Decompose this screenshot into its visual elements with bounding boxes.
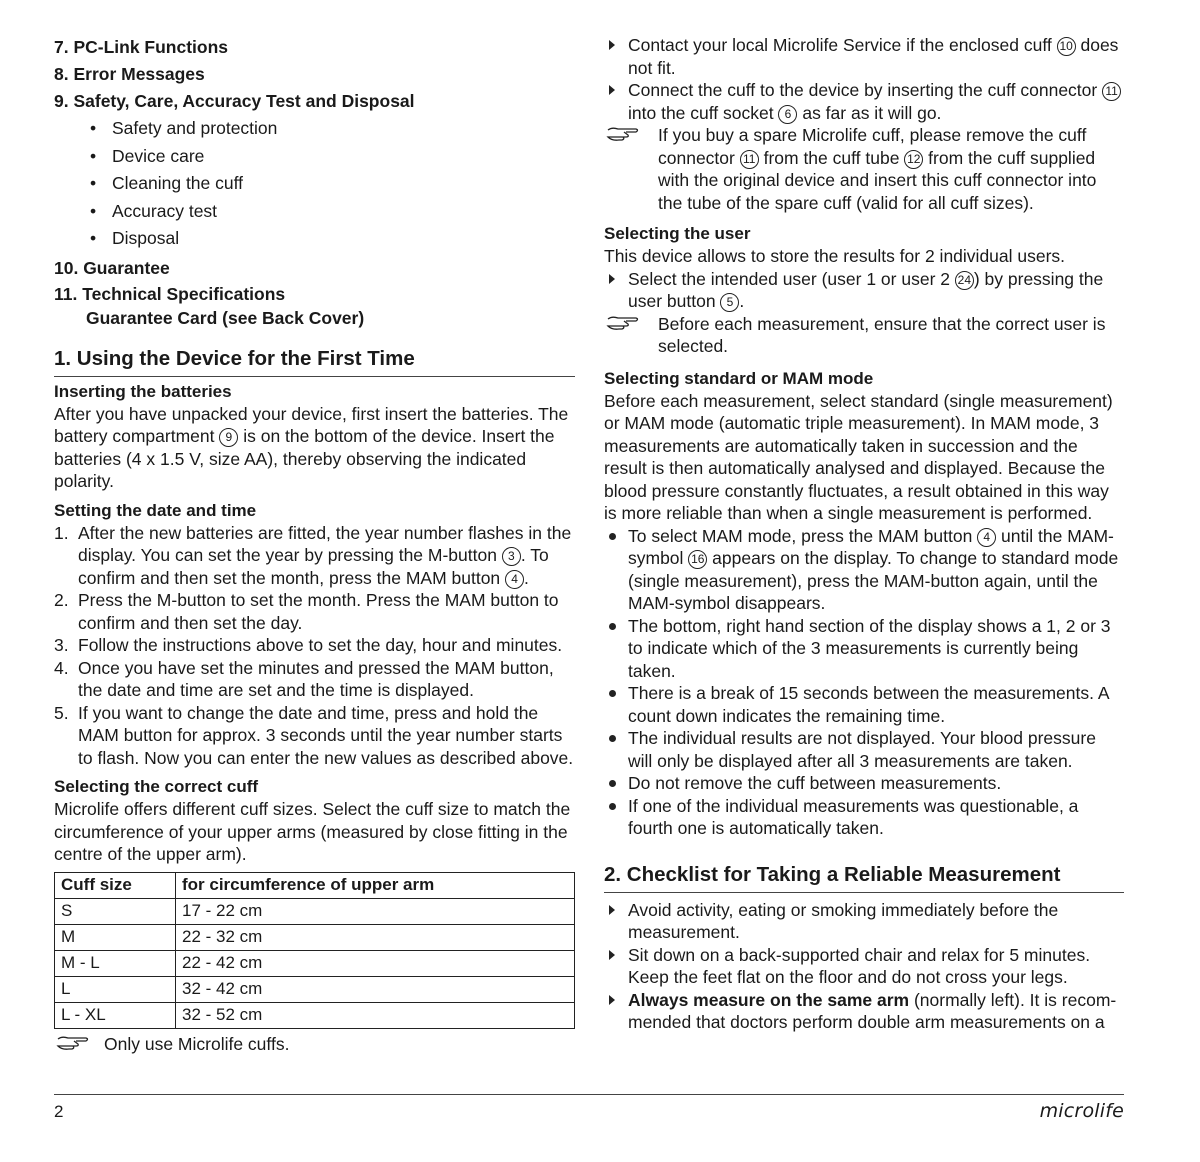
bullet-item: The individual results are not displayed. Your blood pressure will only be displayed after all 3 measurements are taken.: [604, 727, 1124, 772]
checklist: [604, 899, 1124, 1034]
column-header: for circumference of upper arm: [176, 872, 575, 898]
callout-6: 6: [778, 105, 797, 124]
pointing-hand-icon: [606, 124, 646, 144]
step-item: 1. After the new batteries are fitted, the year number flashes in the display. You can set the year by pressing the M-button 3 . To confirm and then set the month, press the MAM button 4 .: [54, 522, 572, 588]
callout-16: 16: [688, 550, 707, 569]
toc-item: 8. Error Messages: [54, 64, 205, 84]
cuff-heading: Selecting the correct cuff: [54, 777, 259, 796]
cuff-note: Only use Microlife cuffs.: [54, 1033, 575, 1056]
callout-11: 11: [1102, 82, 1121, 101]
bullet-item: There is a break of 15 seconds between the measurements. A count down indicates the remaining time.: [604, 682, 1124, 727]
table-row: [55, 950, 575, 976]
table-cell: M: [55, 924, 176, 950]
table-cell: 22 - 42 cm: [176, 950, 575, 976]
mam-text: Before each measurement, select standard (single measurement) or MAM mode (automatic triple measurement). In MAM mode, 3 measurements are automatically taken in succession and the result is then automatically analysed and displayed. Because the blood pressure constantly fluctuates, a result obtained in this way is more reliable than when a single measurement is performed.: [604, 390, 1113, 523]
toc-item: [54, 88, 575, 253]
table-row: [55, 924, 575, 950]
table-of-contents: [54, 34, 575, 330]
table-cell: 17 - 22 cm: [176, 898, 575, 924]
toc-item: 7. PC-Link Functions: [54, 37, 229, 57]
callout-10: 10: [1057, 37, 1076, 56]
user-note: Before each measurement, ensure that the correct user is selected.: [604, 313, 1124, 358]
spare-cuff-note: If you buy a spare Microlife cuff, please remove the cuff connector 11 from the cuff tube 12 from the cuff supplied with the original device and insert this cuff connector into the tube of the spare cuff (valid for all cuff sizes).: [604, 124, 1124, 214]
pointing-hand-icon: [56, 1033, 96, 1053]
step-item: 2. Press the M-button to set the month. Press the MAM button to confirm and then set the day.: [54, 590, 559, 633]
cuff-size-table: [54, 872, 575, 1029]
user-heading: Selecting the user: [604, 224, 751, 243]
step-item: 5. If you want to change the date and time, press and hold the MAM button for approx. 3 seconds until the year number starts to flash. Now you can enter the new values as described above.: [54, 702, 574, 768]
table-cell: 22 - 32 cm: [176, 924, 575, 950]
user-arrow-list: [604, 268, 1124, 313]
brand-logo: microlife: [1039, 1100, 1124, 1122]
table-cell: S: [55, 898, 176, 924]
table-row: [55, 1002, 575, 1028]
mam-bullet-list: [604, 525, 1124, 840]
user-text: This device allows to store the results for 2 individual users.: [604, 246, 1066, 266]
toc-guarantee-card: Guarantee Card (see Back Cover): [86, 307, 365, 328]
table-cell: L: [55, 976, 176, 1002]
callout-4: 4: [977, 528, 996, 547]
table-row: [55, 898, 575, 924]
step-item: 4. Once you have set the minutes and pressed the MAM button, the date and time are set and the time is displayed.: [54, 657, 554, 700]
toc-item: 11. Technical Specifications: [54, 283, 286, 304]
right-column: [604, 34, 1124, 1034]
callout-12: 12: [904, 150, 923, 169]
bullet-item: To select MAM mode, press the MAM button 4 until the MAM-symbol 16 appears on the display. To change to standard mode (single measurement), press the MAM-button again, until the MAM-symbol disappears.: [604, 525, 1124, 615]
arrow-item: Connect the cuff to the device by inserting the cuff connector 11 into the cuff socket 6 as far as it will go.: [604, 79, 1124, 124]
callout-11: 11: [740, 150, 759, 169]
cuff-text: Microlife offers different cuff sizes. Select the cuff size to match the circumference of your upper arms (measured by close fitting in the centre of the upper arm).: [54, 799, 571, 864]
batteries-heading: Inserting the batteries: [54, 381, 232, 401]
callout-3: 3: [502, 547, 521, 566]
toc-item: 10. Guarantee: [54, 257, 170, 278]
left-column: [54, 34, 575, 1055]
table-row: [55, 976, 575, 1002]
toc-sublist: [54, 115, 575, 253]
callout-24: 24: [955, 271, 974, 290]
page-number: 2: [54, 1102, 64, 1121]
arrow-item: Contact your local Microlife Service if the enclosed cuff 10 does not fit.: [604, 34, 1124, 79]
table-cell: M - L: [55, 950, 176, 976]
batteries-text: After you have unpacked your device, first insert the batteries. The battery compartment 9 is on the bottom of the device. Insert the batteries (4 x 1.5 V, size AA), thereby observing the indicated polarity.: [54, 403, 569, 491]
arrow-item: Always measure on the same arm (normally left). It is recom-mended that doctors perform double arm measurements on a: [604, 989, 1124, 1034]
toc-subitem: • Accuracy test: [90, 198, 575, 226]
toc-subitem: • Cleaning the cuff: [90, 170, 575, 198]
table-cell: L - XL: [55, 1002, 176, 1028]
toc-subitem: • Safety and protection: [90, 115, 575, 143]
toc-subitem: • Device care: [90, 143, 575, 171]
pointing-hand-icon: [606, 313, 646, 333]
toc-subitem: • Disposal: [90, 225, 575, 253]
mam-heading: Selecting standard or MAM mode: [604, 368, 874, 388]
section-1-title: 1. Using the Device for the First Time: [54, 340, 575, 377]
arrow-item: Sit down on a back-supported chair and relax for 5 minutes. Keep the feet flat on the floor and do not cross your legs.: [604, 944, 1124, 989]
callout-5: 5: [720, 293, 739, 312]
callout-9: 9: [219, 428, 238, 447]
step-item: 3. Follow the instructions above to set the day, hour and minutes.: [54, 635, 563, 655]
bullet-item: If one of the individual measurements was questionable, a fourth one is automatically taken.: [604, 795, 1124, 840]
footer-divider: [54, 1094, 1124, 1095]
column-header: Cuff size: [55, 872, 176, 898]
arrow-item: Select the intended user (user 1 or user 2 24 ) by pressing the user button 5 .: [604, 268, 1124, 313]
arrow-item: Avoid activity, eating or smoking immediately before the measurement.: [604, 899, 1124, 944]
bullet-item: Do not remove the cuff between measurements.: [604, 772, 1124, 795]
cuff-arrow-list: [604, 34, 1124, 124]
table-header-row: [55, 872, 575, 898]
callout-4: 4: [505, 570, 524, 589]
toc-item-label: 9. Safety, Care, Accuracy Test and Disposal: [54, 91, 415, 111]
table-cell: 32 - 42 cm: [176, 976, 575, 1002]
section-2-title: 2. Checklist for Taking a Reliable Measurement: [604, 856, 1124, 893]
bullet-item: The bottom, right hand section of the display shows a 1, 2 or 3 to indicate which of the 3 measurements is currently being taken.: [604, 615, 1124, 683]
date-time-heading: Setting the date and time: [54, 500, 257, 520]
date-time-steps: [54, 522, 575, 770]
table-cell: 32 - 52 cm: [176, 1002, 575, 1028]
